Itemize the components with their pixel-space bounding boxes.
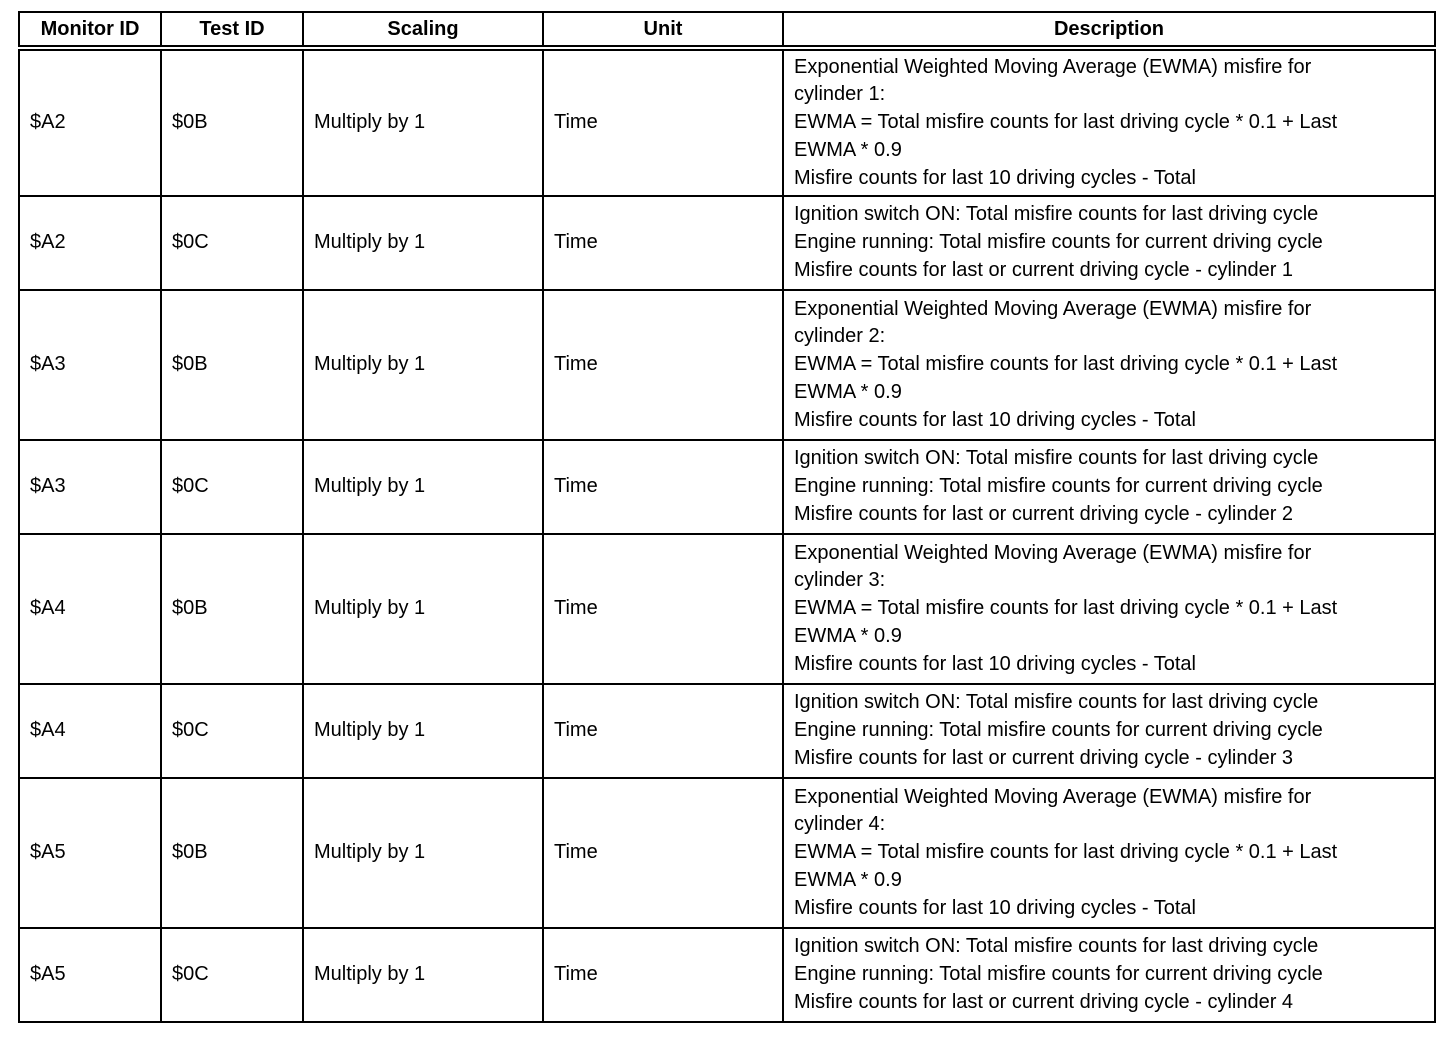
description-line: EWMA * 0.9 (794, 380, 902, 403)
description-line: Engine running: Total misfire counts for current driving cycle (794, 719, 1323, 742)
description-line: cylinder 4: (794, 813, 886, 836)
table-row (19, 440, 1435, 534)
description-line: EWMA * 0.9 (794, 624, 902, 647)
cell-test-id: $0B (161, 534, 303, 684)
cell-unit: Time (543, 290, 783, 440)
description-line: cylinder 2: (794, 325, 886, 348)
description-line: Ignition switch ON: Total misfire counts for last driving cycle (794, 447, 1319, 470)
cell-scaling: Multiply by 1 (303, 290, 543, 440)
cell-unit: Time (543, 534, 783, 684)
cell-scaling: Multiply by 1 (303, 778, 543, 928)
description-line: Ignition switch ON: Total misfire counts for last driving cycle (794, 203, 1319, 226)
table-row (19, 290, 1435, 440)
description-line: EWMA * 0.9 (794, 868, 902, 891)
description-line: cylinder 1: (794, 83, 886, 106)
cell-test-id: $0C (161, 928, 303, 1022)
cell-monitor-id: $A4 (19, 684, 161, 778)
cell-monitor-id: $A2 (19, 196, 161, 290)
cell-description (783, 290, 1435, 440)
description-line: Exponential Weighted Moving Average (EWMA) misfire for (794, 541, 1312, 564)
description-line: Ignition switch ON: Total misfire counts for last driving cycle (794, 691, 1319, 714)
cell-monitor-id: $A3 (19, 440, 161, 534)
cell-monitor-id: $A3 (19, 290, 161, 440)
cell-test-id: $0B (161, 290, 303, 440)
cell-description (783, 928, 1435, 1022)
cell-description (783, 534, 1435, 684)
table-row (19, 684, 1435, 778)
table-row (19, 928, 1435, 1022)
description-line: Engine running: Total misfire counts for current driving cycle (794, 475, 1323, 498)
description-line: EWMA = Total misfire counts for last driving cycle * 0.1 + Last (794, 841, 1338, 864)
description-line: Exponential Weighted Moving Average (EWMA) misfire for (794, 55, 1312, 78)
cell-description (783, 440, 1435, 534)
description-line: Ignition switch ON: Total misfire counts for last driving cycle (794, 935, 1319, 958)
cell-scaling: Multiply by 1 (303, 534, 543, 684)
cell-monitor-id: $A2 (19, 48, 161, 196)
cell-monitor-id: $A5 (19, 778, 161, 928)
cell-test-id: $0C (161, 196, 303, 290)
description-line: cylinder 3: (794, 569, 886, 592)
cell-description (783, 778, 1435, 928)
cell-unit: Time (543, 196, 783, 290)
table-row (19, 48, 1435, 196)
cell-unit: Time (543, 928, 783, 1022)
table-row (19, 196, 1435, 290)
table-row (19, 534, 1435, 684)
description-line: EWMA = Total misfire counts for last driving cycle * 0.1 + Last (794, 597, 1338, 620)
cell-unit: Time (543, 778, 783, 928)
description-line: Engine running: Total misfire counts for current driving cycle (794, 963, 1323, 986)
cell-scaling: Multiply by 1 (303, 440, 543, 534)
monitor-test-table (18, 11, 1436, 1023)
description-line: Misfire counts for last or current driving cycle - cylinder 1 (794, 258, 1294, 281)
description-line: Misfire counts for last or current driving cycle - cylinder 2 (794, 502, 1294, 525)
table-body (19, 48, 1435, 1022)
cell-scaling: Multiply by 1 (303, 684, 543, 778)
description-line: EWMA = Total misfire counts for last driving cycle * 0.1 + Last (794, 353, 1338, 376)
cell-test-id: $0C (161, 440, 303, 534)
description-line: Misfire counts for last 10 driving cycles - Total (794, 408, 1197, 431)
description-line: Misfire counts for last 10 driving cycles - Total (794, 166, 1197, 189)
cell-scaling: Multiply by 1 (303, 196, 543, 290)
header-row (19, 12, 1435, 48)
cell-scaling: Multiply by 1 (303, 48, 543, 196)
cell-monitor-id: $A4 (19, 534, 161, 684)
description-line: Exponential Weighted Moving Average (EWMA) misfire for (794, 785, 1312, 808)
description-line: EWMA = Total misfire counts for last driving cycle * 0.1 + Last (794, 111, 1338, 134)
cell-unit: Time (543, 440, 783, 534)
header-test-id: Test ID (161, 12, 303, 48)
description-line: Misfire counts for last or current driving cycle - cylinder 4 (794, 990, 1294, 1013)
header-description: Description (783, 12, 1435, 48)
cell-scaling: Multiply by 1 (303, 928, 543, 1022)
cell-description (783, 196, 1435, 290)
cell-test-id: $0B (161, 48, 303, 196)
description-line: Exponential Weighted Moving Average (EWMA) misfire for (794, 297, 1312, 320)
header-unit: Unit (543, 12, 783, 48)
description-line: Misfire counts for last 10 driving cycles - Total (794, 652, 1197, 675)
cell-description (783, 684, 1435, 778)
header-monitor-id: Monitor ID (19, 12, 161, 48)
header-scaling: Scaling (303, 12, 543, 48)
description-line: Misfire counts for last or current driving cycle - cylinder 3 (794, 746, 1294, 769)
description-line: Misfire counts for last 10 driving cycles - Total (794, 896, 1197, 919)
cell-test-id: $0C (161, 684, 303, 778)
table-header (19, 12, 1435, 48)
cell-unit: Time (543, 48, 783, 196)
description-line: Engine running: Total misfire counts for current driving cycle (794, 231, 1323, 254)
table-row (19, 778, 1435, 928)
cell-test-id: $0B (161, 778, 303, 928)
description-line: EWMA * 0.9 (794, 138, 902, 161)
cell-monitor-id: $A5 (19, 928, 161, 1022)
cell-unit: Time (543, 684, 783, 778)
cell-description (783, 48, 1435, 196)
